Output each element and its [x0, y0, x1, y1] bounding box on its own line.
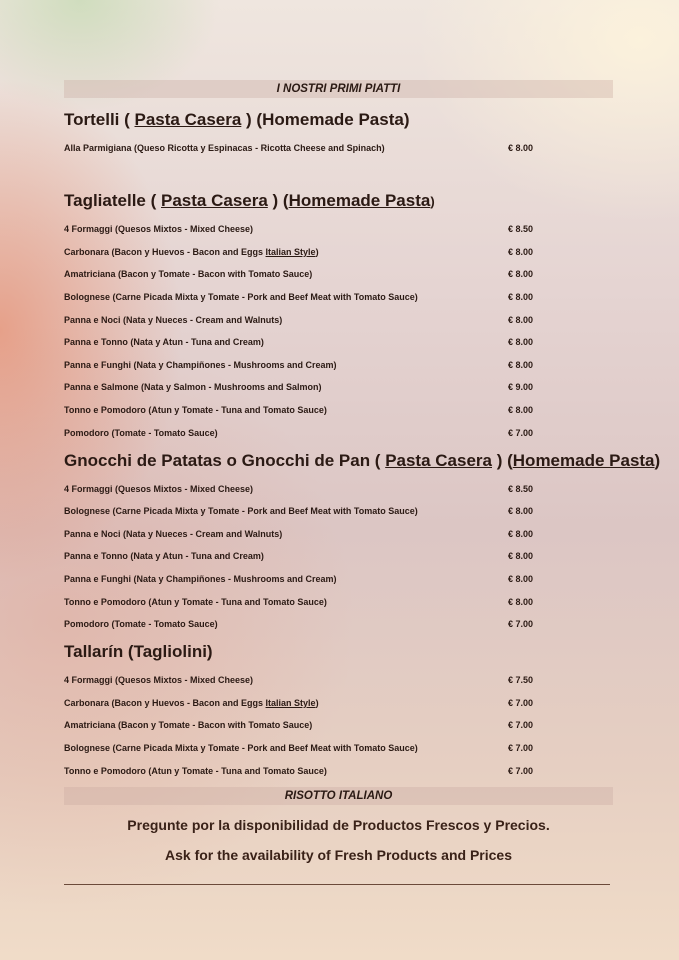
section-heading-tortelli — [64, 109, 410, 131]
heading-text: Tortelli ( — [64, 110, 135, 129]
availability-note-en: Ask for the availability of Fresh Products and Prices — [165, 847, 512, 863]
heading-text: ) — [654, 451, 661, 470]
section-heading-tagliatelle — [64, 190, 435, 213]
menu-item: Panna e Salmone (Nata y Salmon - Mushrooms and Salmon) — [64, 382, 322, 392]
section-band-primi-piatti: I NOSTRI PRIMI PIATTI — [64, 80, 613, 98]
heading-text: Gnocchi de Patatas o Gnocchi de Pan ( — [64, 451, 386, 470]
menu-item: Panna e Noci (Nata y Nueces - Cream and Walnuts) — [64, 315, 283, 325]
menu-item-price: € 8.00 — [508, 292, 534, 302]
heading-text: Tallarín (Tagliolini) — [64, 642, 213, 661]
menu-item-price: € 8.00 — [508, 315, 534, 325]
menu-item-price: € 8.00 — [508, 405, 534, 415]
section-band-risotto: RISOTTO ITALIANO — [64, 787, 613, 805]
bottom-divider — [64, 884, 610, 885]
menu-item-name-underlined: Italian Style — [265, 247, 316, 257]
menu-item: Amatriciana (Bacon y Tomate - Bacon with Tomato Sauce) — [64, 269, 313, 279]
menu-item-price: € 8.00 — [508, 143, 534, 153]
menu-item-name: Carbonara (Bacon y Huevos - Bacon and Eggs — [64, 698, 266, 708]
menu-item: Panna e Noci (Nata y Nueces - Cream and Walnuts) — [64, 529, 283, 539]
menu-item: Bolognese (Carne Picada Mixta y Tomate - Pork and Beef Meat with Tomato Sauce) — [64, 506, 418, 516]
menu-item: 4 Formaggi (Quesos Mixtos - Mixed Cheese) — [64, 484, 254, 494]
section-heading-gnocchi — [64, 450, 660, 472]
menu-item-price: € 8.00 — [508, 247, 534, 257]
menu-item-name: ) — [315, 698, 319, 708]
menu-item: Panna e Tonno (Nata y Atun - Tuna and Cream) — [64, 551, 264, 561]
section-heading-tallarin — [64, 641, 213, 663]
menu-item-price: € 7.00 — [508, 743, 534, 753]
menu-item: Pomodoro (Tomate - Tomato Sauce) — [64, 619, 218, 629]
menu-item: Alla Parmigiana (Queso Ricotta y Espinacas - Ricotta Cheese and Spinach) — [64, 143, 385, 153]
menu-item-name: ) — [315, 247, 319, 257]
menu-item-price: € 7.00 — [508, 619, 534, 629]
heading-text: ) ( — [492, 451, 513, 470]
menu-item-price: € 8.00 — [508, 574, 534, 584]
menu-item-price: € 8.00 — [508, 597, 534, 607]
heading-text-underlined: Pasta Casera — [134, 110, 242, 129]
menu-item — [64, 246, 319, 258]
menu-item-price: € 7.00 — [508, 698, 534, 708]
menu-item: Tonno e Pomodoro (Atun y Tomate - Tuna and Tomato Sauce) — [64, 766, 327, 776]
menu-item-price: € 7.00 — [508, 720, 534, 730]
availability-note-es: Pregunte por la disponibilidad de Productos Frescos y Precios. — [127, 817, 550, 833]
menu-item: Tonno e Pomodoro (Atun y Tomate - Tuna and Tomato Sauce) — [64, 597, 327, 607]
menu-item: Amatriciana (Bacon y Tomate - Bacon with Tomato Sauce) — [64, 720, 313, 730]
menu-item: 4 Formaggi (Quesos Mixtos - Mixed Cheese) — [64, 224, 254, 234]
heading-text-underlined: Homemade Pasta — [512, 451, 655, 470]
menu-item-price: € 7.00 — [508, 428, 534, 438]
menu-item-price: € 8.00 — [508, 529, 534, 539]
menu-item: Bolognese (Carne Picada Mixta y Tomate - Pork and Beef Meat with Tomato Sauce) — [64, 743, 418, 753]
menu-item-price: € 8.00 — [508, 360, 534, 370]
heading-text-underlined: Pasta Casera — [161, 191, 268, 210]
menu-item: Pomodoro (Tomate - Tomato Sauce) — [64, 428, 218, 438]
menu-item: 4 Formaggi (Quesos Mixtos - Mixed Cheese) — [64, 675, 254, 685]
menu-item-price: € 8.00 — [508, 551, 534, 561]
heading-text: Tagliatelle ( — [64, 191, 161, 210]
heading-text-underlined: Pasta Casera — [385, 451, 492, 470]
heading-text-underlined: Homemade Pasta — [288, 191, 431, 210]
menu-item-name: Carbonara (Bacon y Huevos - Bacon and Eggs — [64, 247, 266, 257]
heading-text: ) — [430, 194, 435, 209]
menu-item: Panna e Funghi (Nata y Champiñones - Mushrooms and Cream) — [64, 360, 337, 370]
menu-item: Tonno e Pomodoro (Atun y Tomate - Tuna and Tomato Sauce) — [64, 405, 327, 415]
heading-text: ) (Homemade Pasta) — [241, 110, 410, 129]
menu-item-price: € 8.00 — [508, 337, 534, 347]
menu-item-price: € 8.50 — [508, 224, 534, 234]
menu-item-price: € 8.00 — [508, 269, 534, 279]
menu-item: Panna e Funghi (Nata y Champiñones - Mushrooms and Cream) — [64, 574, 337, 584]
menu-item-price: € 9.00 — [508, 382, 534, 392]
menu-item-name-underlined: Italian Style — [265, 698, 316, 708]
menu-item-price: € 7.00 — [508, 766, 534, 776]
menu-item-price: € 7.50 — [508, 675, 534, 685]
menu-item-price: € 8.00 — [508, 506, 534, 516]
menu-item — [64, 697, 319, 709]
menu-item: Panna e Tonno (Nata y Atun - Tuna and Cream) — [64, 337, 264, 347]
menu-item-price: € 8.50 — [508, 484, 534, 494]
heading-text: ) ( — [267, 191, 289, 210]
menu-item: Bolognese (Carne Picada Mixta y Tomate - Pork and Beef Meat with Tomato Sauce) — [64, 292, 418, 302]
